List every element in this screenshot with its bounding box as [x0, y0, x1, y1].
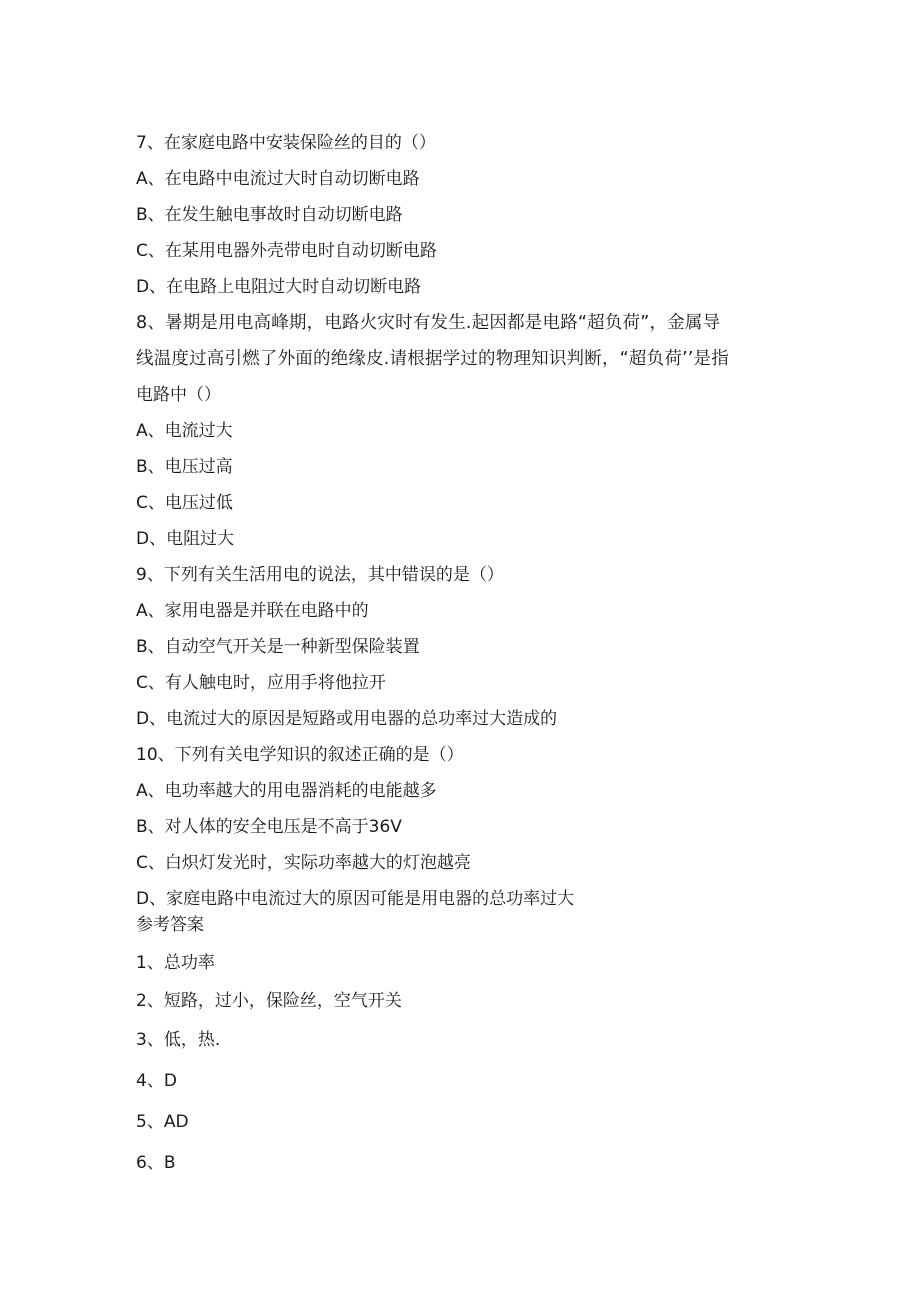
question-9-option-a: A、家用电器是并联在电路中的	[136, 601, 369, 621]
answer-3: 3、低，热.	[136, 1030, 221, 1050]
answer-1: 1、总功率	[136, 953, 215, 973]
question-9-option-d: D、电流过大的原因是短路或用电器的总功率过大造成的	[136, 709, 558, 729]
question-8-option-d: D、电阻过大	[136, 529, 235, 549]
question-8-stem-line-2: 线温度过高引燃了外面的绝缘皮.请根据学过的物理知识判断，“超负荷’’是指	[136, 349, 729, 369]
question-8-option-a: A、电流过大	[136, 421, 233, 441]
question-8-option-b: B、电压过高	[136, 457, 233, 477]
question-7-option-d: D、在电路上电阻过大时自动切断电路	[136, 277, 422, 297]
answer-4: 4、D	[136, 1071, 177, 1091]
answer-5: 5、AD	[136, 1112, 189, 1132]
question-8-stem-line-3: 电路中（）	[136, 385, 221, 405]
question-10-stem: 10、下列有关电学知识的叙述正确的是（）	[136, 745, 464, 765]
question-8-stem-line-1: 8、暑期是用电高峰期，电路火灾时有发生.起因都是电路“超负荷”，金属导	[136, 313, 721, 333]
question-7-stem: 7、在家庭电路中安装保险丝的目的（）	[136, 133, 436, 153]
question-10-option-c: C、白炽灯发光时，实际功率越大的灯泡越亮	[136, 853, 471, 873]
answer-6: 6、B	[136, 1153, 176, 1173]
question-9-stem: 9、下列有关生活用电的说法，其中错误的是（）	[136, 565, 504, 585]
question-10-option-d: D、家庭电路中电流过大的原因可能是用电器的总功率过大	[136, 889, 575, 909]
question-9-option-c: C、有人触电时，应用手将他拉开	[136, 673, 386, 693]
question-9-option-b: B、自动空气开关是一种新型保险装置	[136, 637, 420, 657]
answer-2: 2、短路，过小，保险丝，空气开关	[136, 991, 402, 1011]
question-7-option-c: C、在某用电器外壳带电时自动切断电路	[136, 241, 437, 261]
question-7-option-a: A、在电路中电流过大时自动切断电路	[136, 169, 420, 189]
question-10-option-b: B、对人体的安全电压是不高于36V	[136, 817, 402, 837]
question-8-option-c: C、电压过低	[136, 493, 233, 513]
question-10-option-a: A、电功率越大的用电器消耗的电能越多	[136, 781, 437, 801]
question-7-option-b: B、在发生触电事故时自动切断电路	[136, 205, 403, 225]
answers-heading: 参考答案	[136, 915, 204, 935]
